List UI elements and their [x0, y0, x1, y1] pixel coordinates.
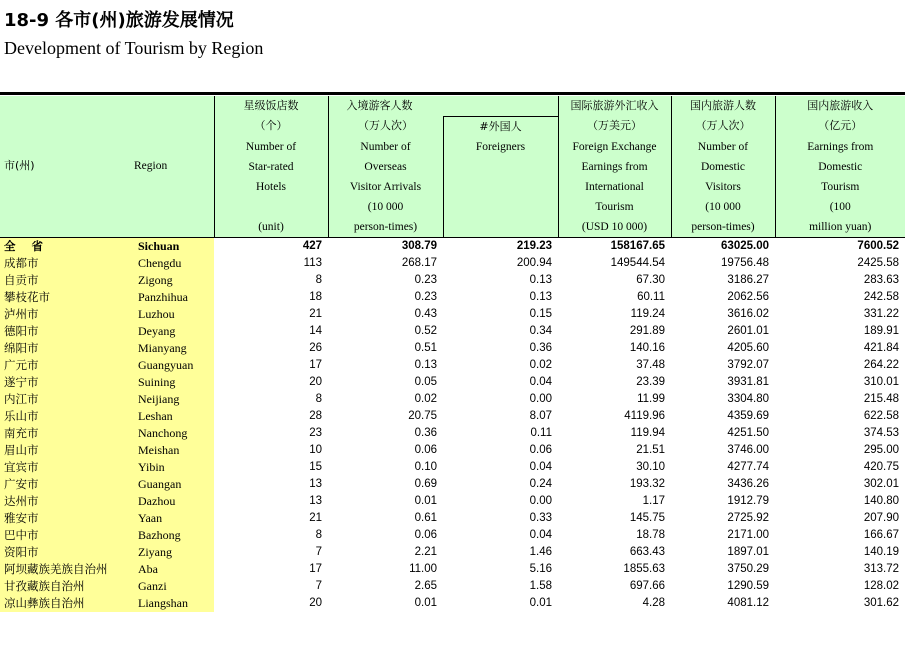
cell-arrivals: 0.13 — [414, 358, 437, 371]
cell-foreigners: 8.07 — [529, 409, 552, 422]
cell-hotels: 13 — [309, 477, 322, 490]
cell-dom-earnings: 7600.52 — [775, 237, 905, 255]
cell-dom-earnings: 313.72 — [863, 562, 899, 575]
cell-arrivals: 0.05 — [414, 375, 437, 388]
cell-forex: 4119.96 — [624, 409, 665, 422]
cell-dom-earnings: 295.00 — [863, 443, 899, 456]
header-domearn-unit-cn: （亿元） — [775, 116, 905, 137]
region-name-en: Guangyuan — [134, 357, 214, 374]
cell-hotels: 28 — [309, 409, 322, 422]
header-forex-en-2: Earnings from — [558, 157, 671, 177]
cell-foreigners: 0.13 — [529, 273, 552, 286]
region-name-cn: 甘孜藏族自治州 — [0, 578, 134, 595]
cell-dom-earnings: 421.84 — [863, 341, 899, 354]
cell-hotels: 7 — [315, 545, 322, 558]
region-name-cn: 凉山彝族自治州 — [0, 595, 134, 612]
table-row — [0, 272, 905, 289]
table-row — [0, 391, 905, 408]
region-name-cn: 乐山市 — [0, 408, 134, 425]
cell-hotels: 17 — [309, 562, 322, 575]
region-name-en: Luzhou — [134, 306, 214, 323]
region-name-en: Nanchong — [134, 425, 214, 442]
cell-forex: 23.39 — [636, 375, 665, 388]
cell-dom-visitors: 4205.60 — [727, 341, 769, 354]
cell-dom-visitors: 1290.59 — [727, 579, 769, 592]
table-row — [0, 561, 905, 578]
cell-forex: 145.75 — [629, 511, 665, 524]
cell-arrivals: 0.52 — [414, 324, 437, 337]
cell-forex: 119.94 — [630, 426, 665, 439]
cell-foreigners: 0.11 — [530, 426, 552, 439]
cell-dom-earnings: 215.48 — [863, 392, 899, 405]
cell-dom-visitors: 3750.29 — [727, 562, 769, 575]
header-domvis-en-1: Number of — [671, 137, 775, 157]
cell-forex: 60.11 — [637, 290, 665, 303]
table-row — [0, 255, 905, 272]
region-name-en: Liangshan — [134, 595, 214, 612]
cell-arrivals: 0.23 — [414, 273, 437, 286]
cell-hotels: 23 — [309, 426, 322, 439]
cell-dom-visitors: 19756.48 — [721, 256, 769, 269]
cell-dom-visitors: 4251.50 — [727, 426, 769, 439]
cell-forex: 11.99 — [637, 392, 665, 405]
region-name-cn: 遂宁市 — [0, 374, 134, 391]
cell-dom-earnings: 310.01 — [863, 375, 899, 388]
cell-arrivals: 0.06 — [414, 443, 437, 456]
header-domearn-unit-en: million yuan) — [775, 217, 905, 238]
cell-foreigners: 0.36 — [529, 341, 552, 354]
region-name-en: Meishan — [134, 442, 214, 459]
cell-dom-earnings: 302.01 — [863, 477, 899, 490]
cell-hotels: 26 — [309, 341, 322, 354]
header-hotels-en-3: Hotels — [214, 177, 328, 197]
cell-arrivals: 268.17 — [401, 256, 437, 269]
header-region: Region — [134, 96, 214, 237]
region-name-en: Mianyang — [134, 340, 214, 357]
cell-dom-earnings: 207.90 — [863, 511, 899, 524]
header-arrivals-en-2: Overseas — [328, 157, 443, 177]
cell-foreigners: 0.13 — [529, 290, 552, 303]
cell-foreigners: 219.23 — [443, 237, 558, 255]
cell-arrivals: 0.69 — [414, 477, 437, 490]
header-foreigners-cn: #外国人 — [443, 116, 558, 137]
table-row — [0, 340, 905, 357]
cell-foreigners: 0.04 — [529, 460, 552, 473]
cell-arrivals: 308.79 — [328, 237, 443, 255]
region-name-cn: 泸州市 — [0, 306, 134, 323]
cell-arrivals: 0.01 — [414, 494, 437, 507]
cell-foreigners: 0.01 — [529, 596, 552, 609]
cell-foreigners: 0.00 — [529, 494, 552, 507]
header-domvis-en-4: (10 000 — [671, 197, 775, 217]
cell-dom-visitors: 3931.81 — [727, 375, 769, 388]
region-name-cn: 内江市 — [0, 391, 134, 408]
cell-forex: 140.16 — [629, 341, 665, 354]
table-row — [0, 510, 905, 527]
cell-forex: 4.28 — [642, 596, 665, 609]
cell-dom-earnings: 283.63 — [863, 273, 899, 286]
cell-hotels: 21 — [309, 307, 322, 320]
cell-hotels: 15 — [309, 460, 322, 473]
cell-dom-visitors: 2601.01 — [727, 324, 769, 337]
header-forex-unit-en: (USD 10 000) — [558, 217, 671, 238]
header-hotels-unit-en: (unit) — [214, 217, 328, 238]
cell-forex: 18.78 — [636, 528, 665, 541]
region-name-cn: 巴中市 — [0, 527, 134, 544]
region-name-cn: 南充市 — [0, 425, 134, 442]
cell-hotels: 17 — [309, 358, 322, 371]
header-arrivals-unit-cn: （万人次） — [328, 116, 443, 137]
cell-foreigners: 0.06 — [529, 443, 552, 456]
header-hotels-unit-cn: （个） — [214, 116, 328, 137]
region-name-en: Panzhihua — [134, 289, 214, 306]
cell-foreigners: 200.94 — [516, 256, 552, 269]
table-title-english: Development of Tourism by Region — [4, 38, 264, 58]
cell-arrivals: 2.21 — [414, 545, 437, 558]
cell-forex: 1855.63 — [623, 562, 665, 575]
region-name-en: Sichuan — [134, 237, 214, 255]
table-row — [0, 357, 905, 374]
header-forex-cn: 国际旅游外汇收入 — [558, 96, 671, 116]
header-domearn-en-2: Domestic — [775, 157, 905, 177]
cell-arrivals: 0.02 — [414, 392, 437, 405]
region-name-en: Aba — [134, 561, 214, 578]
cell-dom-visitors: 2171.00 — [727, 528, 769, 541]
header-foreigners-en: Foreigners — [443, 137, 558, 157]
region-name-en: Ganzi — [134, 578, 214, 595]
cell-foreigners: 0.02 — [529, 358, 552, 371]
cell-hotels: 10 — [309, 443, 322, 456]
cell-forex: 158167.65 — [558, 237, 671, 255]
cell-dom-visitors: 3186.27 — [727, 273, 769, 286]
table-row — [0, 442, 905, 459]
header-hotels-en-4 — [214, 197, 328, 217]
header-arrivals-en-3: Visitor Arrivals — [328, 177, 443, 197]
cell-hotels: 20 — [309, 596, 322, 609]
region-name-cn: 资阳市 — [0, 544, 134, 561]
cell-hotels: 8 — [315, 392, 322, 405]
region-name-cn: 全 省 — [0, 237, 134, 255]
region-name-cn: 攀枝花市 — [0, 289, 134, 306]
header-domearn-cn: 国内旅游收入 — [775, 96, 905, 116]
cell-hotels: 113 — [303, 256, 322, 269]
cell-forex: 291.89 — [629, 324, 665, 337]
cell-dom-earnings: 166.67 — [863, 528, 899, 541]
region-name-en: Leshan — [134, 408, 214, 425]
table-row — [0, 374, 905, 391]
header-hotels-en-1: Number of — [214, 137, 328, 157]
cell-forex: 149544.54 — [610, 256, 665, 269]
region-name-en: Deyang — [134, 323, 214, 340]
header-arrivals-cn: 入境游客人数 — [328, 96, 443, 116]
header-arrivals-en-4: (10 000 — [328, 197, 443, 217]
table-row — [0, 595, 905, 612]
cell-dom-earnings: 374.53 — [863, 426, 899, 439]
table-row — [0, 578, 905, 595]
cell-dom-earnings: 242.58 — [863, 290, 899, 303]
cell-forex: 67.30 — [636, 273, 665, 286]
cell-forex: 119.24 — [630, 307, 665, 320]
cell-dom-visitors: 3746.00 — [727, 443, 769, 456]
region-name-en: Yaan — [134, 510, 214, 527]
cell-foreigners: 1.46 — [529, 545, 552, 558]
cell-forex: 21.51 — [636, 443, 665, 456]
region-name-en: Chengdu — [134, 255, 214, 272]
header-forex-en-4: Tourism — [558, 197, 671, 217]
header-arrivals-unit-en: person-times) — [328, 217, 443, 238]
cell-dom-earnings: 189.91 — [863, 324, 899, 337]
cell-foreigners: 5.16 — [529, 562, 552, 575]
table-row — [0, 493, 905, 510]
cell-dom-visitors: 4359.69 — [727, 409, 769, 422]
region-name-cn: 眉山市 — [0, 442, 134, 459]
header-domvis-unit-en: person-times) — [671, 217, 775, 238]
cell-dom-earnings: 301.62 — [863, 596, 899, 609]
region-name-en: Bazhong — [134, 527, 214, 544]
cell-forex: 37.48 — [636, 358, 665, 371]
region-name-cn: 自贡市 — [0, 272, 134, 289]
region-name-cn: 广安市 — [0, 476, 134, 493]
cell-dom-visitors: 1897.01 — [727, 545, 769, 558]
header-hotels-en-2: Star-rated — [214, 157, 328, 177]
region-name-en: Guangan — [134, 476, 214, 493]
header-domvis-cn: 国内旅游人数 — [671, 96, 775, 116]
header-arrivals-en-1: Number of — [328, 137, 443, 157]
cell-arrivals: 0.61 — [414, 511, 437, 524]
header-domvis-unit-cn: （万人次） — [671, 116, 775, 137]
region-name-en: Neijiang — [134, 391, 214, 408]
table-row — [0, 306, 905, 323]
region-name-cn: 宜宾市 — [0, 459, 134, 476]
tourism-table — [0, 96, 905, 612]
region-name-en: Ziyang — [134, 544, 214, 561]
cell-foreigners: 0.15 — [529, 307, 552, 320]
cell-arrivals: 20.75 — [408, 409, 437, 422]
header-domearn-en-4: (100 — [775, 197, 905, 217]
cell-forex: 1.17 — [642, 494, 665, 507]
table-row — [0, 425, 905, 442]
cell-foreigners: 0.04 — [529, 528, 552, 541]
cell-arrivals: 0.06 — [414, 528, 437, 541]
table-body — [0, 237, 905, 612]
region-name-cn: 绵阳市 — [0, 340, 134, 357]
cell-hotels: 8 — [315, 273, 322, 286]
cell-foreigners: 1.58 — [529, 579, 552, 592]
table-row — [0, 408, 905, 425]
cell-arrivals: 0.23 — [414, 290, 437, 303]
top-rule — [0, 92, 905, 95]
cell-hotels: 13 — [309, 494, 322, 507]
cell-hotels: 21 — [309, 511, 322, 524]
table-row — [0, 476, 905, 493]
cell-arrivals: 0.36 — [414, 426, 437, 439]
cell-hotels: 8 — [315, 528, 322, 541]
header-forex-en-1: Foreign Exchange — [558, 137, 671, 157]
cell-dom-visitors: 3792.07 — [727, 358, 769, 371]
header-domearn-en-3: Tourism — [775, 177, 905, 197]
total-row — [0, 237, 905, 255]
cell-dom-earnings: 2425.58 — [857, 256, 899, 269]
header-city: 市(州) — [0, 96, 134, 237]
table-row — [0, 289, 905, 306]
cell-hotels: 7 — [315, 579, 322, 592]
region-name-cn: 成都市 — [0, 255, 134, 272]
cell-dom-earnings: 622.58 — [863, 409, 899, 422]
cell-arrivals: 0.43 — [414, 307, 437, 320]
cell-arrivals: 0.51 — [414, 341, 437, 354]
header-forex-unit-cn: （万美元） — [558, 116, 671, 137]
region-name-cn: 达州市 — [0, 493, 134, 510]
header-domvis-en-2: Domestic — [671, 157, 775, 177]
cell-hotels: 427 — [214, 237, 328, 255]
table-title-chinese: 18-9 各市(州)旅游发展情况 — [4, 10, 234, 31]
cell-dom-visitors: 3304.80 — [727, 392, 769, 405]
cell-dom-earnings: 140.80 — [863, 494, 899, 507]
cell-dom-earnings: 420.75 — [863, 460, 899, 473]
region-name-cn: 德阳市 — [0, 323, 134, 340]
region-name-cn: 广元市 — [0, 357, 134, 374]
cell-dom-earnings: 331.22 — [863, 307, 899, 320]
cell-arrivals: 11.00 — [409, 562, 437, 575]
cell-dom-visitors: 1912.79 — [727, 494, 769, 507]
region-name-en: Dazhou — [134, 493, 214, 510]
region-name-cn: 阿坝藏族羌族自治州 — [0, 561, 134, 578]
cell-forex: 193.32 — [629, 477, 665, 490]
header-domvis-en-3: Visitors — [671, 177, 775, 197]
cell-foreigners: 0.24 — [529, 477, 552, 490]
cell-dom-earnings: 264.22 — [863, 358, 899, 371]
table-row — [0, 323, 905, 340]
table-row — [0, 459, 905, 476]
cell-hotels: 20 — [309, 375, 322, 388]
cell-foreigners: 0.04 — [529, 375, 552, 388]
region-name-en: Suining — [134, 374, 214, 391]
cell-dom-visitors: 2062.56 — [727, 290, 769, 303]
cell-forex: 663.43 — [629, 545, 665, 558]
cell-arrivals: 0.10 — [414, 460, 437, 473]
cell-foreigners: 0.33 — [529, 511, 552, 524]
cell-foreigners: 0.00 — [529, 392, 552, 405]
cell-arrivals: 0.01 — [414, 596, 437, 609]
cell-dom-visitors: 4277.74 — [727, 460, 769, 473]
cell-hotels: 18 — [309, 290, 322, 303]
header-domearn-en-1: Earnings from — [775, 137, 905, 157]
region-name-cn: 雅安市 — [0, 510, 134, 527]
header-forex-en-3: International — [558, 177, 671, 197]
header-hotels-cn: 星级饭店数 — [214, 96, 328, 116]
region-name-en: Yibin — [134, 459, 214, 476]
cell-dom-visitors: 2725.92 — [727, 511, 769, 524]
cell-dom-earnings: 128.02 — [863, 579, 899, 592]
table-row — [0, 527, 905, 544]
cell-dom-visitors: 63025.00 — [671, 237, 775, 255]
cell-dom-visitors: 3616.02 — [727, 307, 769, 320]
cell-dom-earnings: 140.19 — [863, 545, 899, 558]
table-row — [0, 544, 905, 561]
cell-hotels: 14 — [309, 324, 322, 337]
cell-arrivals: 2.65 — [414, 579, 437, 592]
cell-forex: 697.66 — [629, 579, 665, 592]
cell-forex: 30.10 — [636, 460, 665, 473]
cell-foreigners: 0.34 — [529, 324, 552, 337]
cell-dom-visitors: 3436.26 — [727, 477, 769, 490]
region-name-en: Zigong — [134, 272, 214, 289]
table-header — [0, 96, 905, 237]
cell-dom-visitors: 4081.12 — [727, 596, 769, 609]
